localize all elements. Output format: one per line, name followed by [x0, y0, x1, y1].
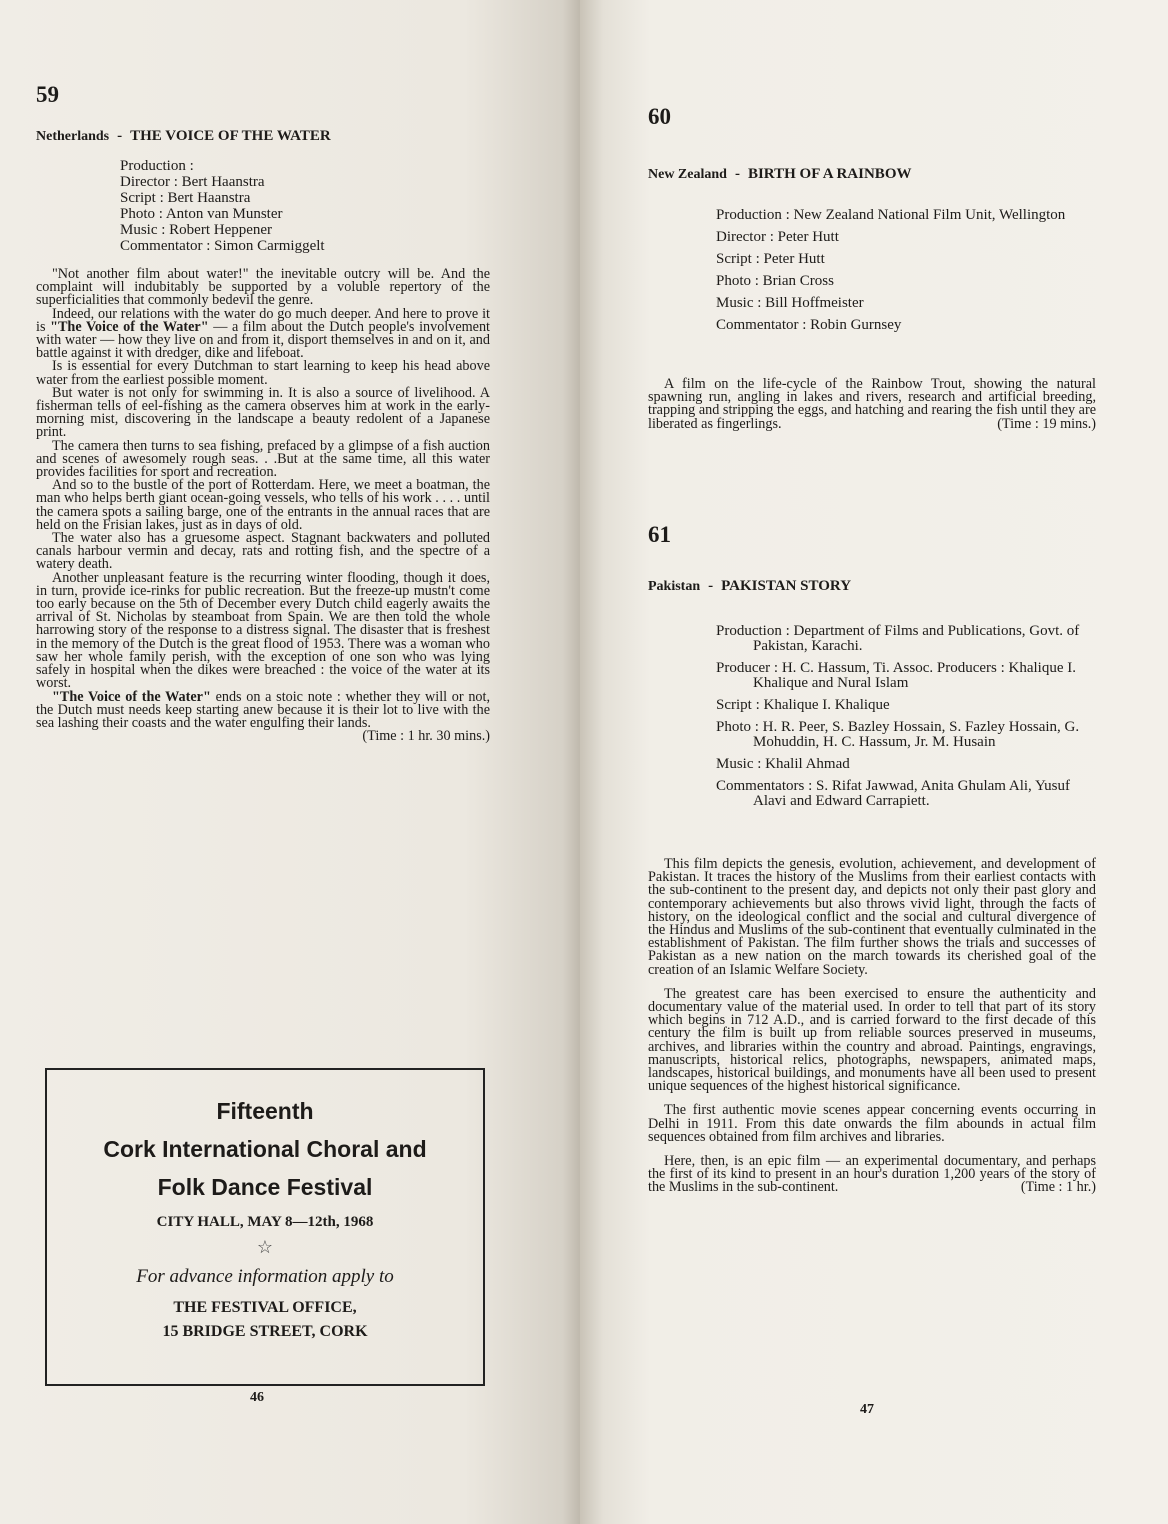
credit-line: Script : Khalique I. Khalique	[716, 697, 890, 713]
paragraph: This film depicts the genesis, evolution, achievement, and development of Pakistan. It traces the history of the Muslims from their earliest contacts with the sub-continent to the present day, and depicts not only their past glory and contemporary achievements but also throws vivid light, through the facts of history, on the ideological conflict and the social and cultural divergence of the Hindus and Muslims of the sub-continent that eventually culminated in the establishment of Pakistan. The film further shows the trials and successes of Pakistan as a new nation on the march towards its cherished goal of the creation of an Islamic Welfare Society.	[648, 856, 1096, 978]
credit-line: Production : New Zealand National Film Unit, Wellington	[716, 207, 1066, 223]
credit-line: Photo : Brian Cross	[716, 273, 834, 289]
entry-title: BIRTH OF A RAINBOW	[747, 166, 912, 182]
entry-credits	[120, 158, 450, 254]
credit-line: Photo : H. R. Peer, S. Bazley Hossain, S. Fazley Hossain, G. Mohuddin, H. C. Hassum, Jr. M. Husain	[716, 719, 1080, 750]
entry-description	[648, 378, 1096, 431]
paragraph: But water is not only for swimming in. It is also a source of livelihood. A fisherman tells of eel-fishing as the camera observes him at work in the early-morning mist, discovering in the landscape a beauty redolent of a Japanese print.	[36, 384, 490, 441]
runtime: (Time : 1 hr.)	[1020, 1179, 1096, 1196]
paragraph: The first authentic movie scenes appear concerning events occurring in Delhi in 1911. From this date onwards the film abounds in actual film sequences obtained from film archives and libraries.	[648, 1102, 1096, 1145]
credit-line: Commentator : Simon Carmiggelt	[120, 238, 325, 254]
ad-info-text: For advance information apply to	[136, 1266, 394, 1287]
entry-credits	[716, 624, 1101, 816]
entry-heading	[36, 128, 331, 145]
entry-number: 61	[648, 522, 671, 547]
ad-venue-date: CITY HALL, MAY 8—12th, 1968	[156, 1214, 374, 1230]
entry-title: PAKISTAN STORY	[721, 578, 852, 594]
ad-address-line: 15 BRIDGE STREET, CORK	[162, 1323, 368, 1340]
paragraph: Here, then, is an epic film — an experimental documentary, and perhaps the first of its kind to present in an hour's duration 1,200 years of the story of the Muslims in the sub-continent. (Time : 1 hr.)	[648, 1153, 1096, 1196]
paragraph: A film on the life-cycle of the Rainbow Trout, showing the natural spawning run, angling in lakes and rivers, research and artificial breeding, trapping and stripping the eggs, and hatching and rearing the fish until they are liberated as fingerlings. (Time : 19 mins.)	[648, 376, 1096, 432]
paragraph: The water also has a gruesome aspect. Stagnant backwaters and polluted canals harbour vermin and decay, rats and rotting fish, and the spectre of a watery death.	[36, 530, 490, 573]
credit-line: Script : Bert Haanstra	[120, 190, 251, 206]
paragraph: "Not another film about water!" the inevitable outcry will be. And the complaint will indubitably be supported by a voluble repertory of the superficialities that commonly bedevil the genre.	[36, 266, 490, 309]
credit-line: Music : Robert Heppener	[120, 222, 273, 238]
entry-credits	[716, 208, 1101, 340]
festival-advertisement	[45, 1068, 485, 1386]
credit-line: Photo : Anton van Munster	[120, 206, 283, 222]
left-page	[0, 0, 580, 1524]
ad-address-line: THE FESTIVAL OFFICE,	[173, 1299, 357, 1316]
right-page	[580, 0, 1168, 1524]
heading-separator: -	[734, 166, 740, 182]
entry-number: 60	[648, 104, 671, 129]
paragraph: The camera then turns to sea fishing, prefaced by a glimpse of a fish auction and scenes of awesomely rough seas. . .But at the same time, all this water provides facilities for sport and recreation.	[36, 437, 490, 481]
entry-heading	[648, 578, 851, 595]
paragraph: Is is essential for every Dutchman to start learning to keep his head above water from the earliest possible moment.	[36, 358, 490, 388]
entry-number: 59	[36, 82, 59, 107]
entry-title: THE VOICE OF THE WATER	[130, 128, 331, 144]
page-number: 47	[860, 1402, 874, 1417]
credit-line: Production : Department of Films and Publications, Govt. of Pakistan, Karachi.	[716, 623, 1080, 654]
credit-line: Music : Khalil Ahmad	[716, 756, 850, 772]
runtime: (Time : 19 mins.)	[997, 415, 1096, 432]
credit-line: Producer : H. C. Hassum, Ti. Assoc. Producers : Khalique I. Khalique and Nural Islam	[716, 660, 1076, 691]
paragraph: "The Voice of the Water" ends on a stoic note : whether they will or not, the Dutch must needs keep starting anew because it is their lot to live with the sea lashing their coasts and the water engulfing their lands.	[36, 688, 491, 731]
page-number: 46	[250, 1390, 264, 1405]
paragraph: Indeed, our relations with the water do go much deeper. And here to prove it is "The Voice of the Water" — a film about the Dutch people's involvement with water — how they live on and from it, disport themselves in and on it, and battle against it with dredger, dike and lifeboat.	[36, 305, 490, 362]
credit-line: Music : Bill Hoffmeister	[716, 295, 864, 311]
entry-country: Pakistan	[648, 579, 701, 594]
credit-line: Commentators : S. Rifat Jawwad, Anita Ghulam Ali, Yusuf Alavi and Edward Carrapiett.	[716, 778, 1071, 809]
credit-line: Script : Peter Hutt	[716, 251, 825, 267]
entry-country: Netherlands	[36, 129, 110, 144]
credit-line: Production :	[120, 158, 194, 174]
entry-country: New Zealand	[648, 167, 727, 182]
runtime: (Time : 1 hr. 30 mins.)	[362, 728, 490, 745]
credit-line: Director : Peter Hutt	[716, 229, 839, 245]
entry-heading	[648, 166, 911, 183]
ad-title-line: Folk Dance Festival	[157, 1174, 373, 1200]
entry-description	[36, 268, 490, 743]
paragraph: The greatest care has been exercised to ensure the authenticity and documentary value of the material used. In order to tell that part of its story which begins in 712 A.D., and is carried forward to the first decade of this century the film is built up from reliable sources preserved in museums, archives, and libraries within the country and abroad. Paintings, engravings, manuscripts, historical relics, photographs, newspapers, animated maps, landscapes, historical buildings, and monuments have all been used to present unique sequences of the highest historical significance.	[648, 985, 1096, 1095]
heading-separator: -	[708, 578, 714, 594]
heading-separator: -	[117, 128, 123, 144]
ad-title-line: Fifteenth	[216, 1098, 314, 1124]
paragraph: Another unpleasant feature is the recurring winter flooding, though it does, in turn, provide ice-rinks for public recreation. But the freeze-up mustn't come too early because on the 5th of December every Dutch child eagerly awaits the arrival of St. Nicholas by steamboat from Spain. We are then told the whole harrowing story of the response to a distress signal. The disaster that is freshest in the memory of the Dutch is the great flood of 1953. There was a woman who saw her whole family perish, with the exception of one son who was lying safely in hospital when the dikes were breached : the voice of the water at its worst.	[36, 569, 490, 692]
paragraph: And so to the bustle of the port of Rotterdam. Here, we meet a boatman, the man who helps berth giant ocean-going vessels, who tells of his work . . . . until the camera spots a sailing barge, one of the entrants in the annual races that are held on the Frisian lakes, just as in days of old.	[36, 477, 490, 533]
star-icon: ☆	[256, 1237, 274, 1257]
entry-description	[648, 858, 1096, 1206]
credit-line: Director : Bert Haanstra	[120, 174, 265, 190]
credit-line: Commentator : Robin Gurnsey	[716, 317, 902, 333]
ad-title-line: Cork International Choral and	[103, 1136, 427, 1162]
